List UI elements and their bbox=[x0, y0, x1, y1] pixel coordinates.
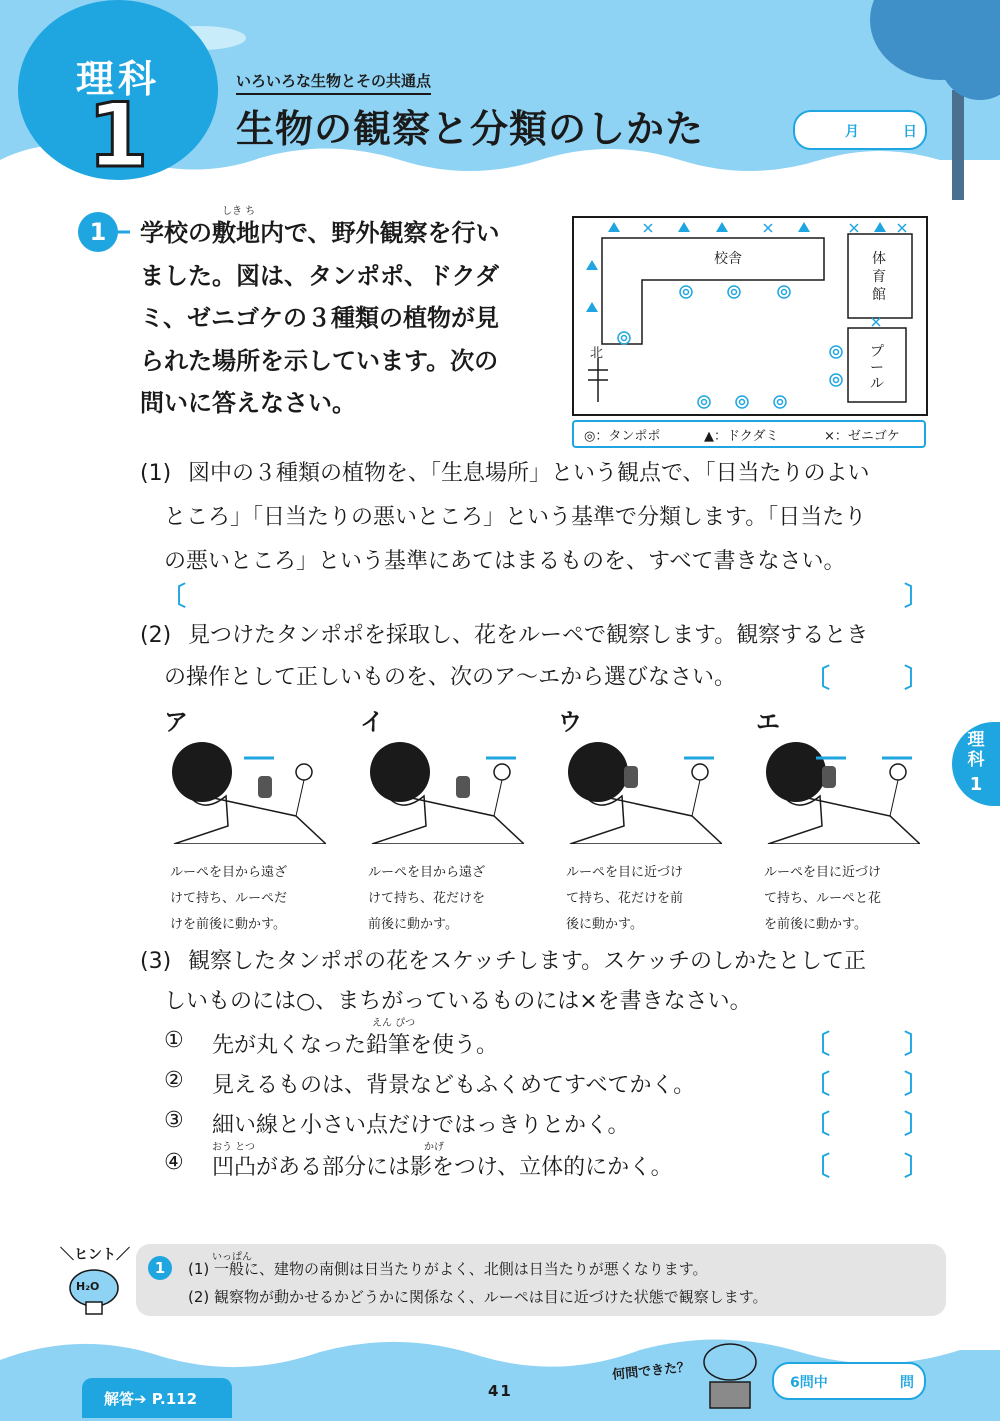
answer-bracket-open: 〔 bbox=[804, 1070, 831, 1100]
option-label-e: エ bbox=[756, 708, 780, 736]
arrow-icon bbox=[116, 226, 132, 238]
item-number: ① bbox=[164, 1028, 184, 1053]
item2-answer-field[interactable] bbox=[834, 1066, 904, 1096]
score-total: 6問中 bbox=[790, 1375, 828, 1391]
date-month: 月 bbox=[845, 124, 859, 140]
answer-bracket-close: 〕 bbox=[904, 1152, 931, 1182]
caption-line: て持ち、花だけを前 bbox=[566, 891, 684, 906]
question-line: ミ、ゼニゴケの３種類の植物が見 bbox=[140, 304, 500, 332]
question-line: ました。図は、タンポポ、ドクダ bbox=[140, 261, 500, 290]
caption-line: て持ち、ルーペと花 bbox=[764, 891, 882, 906]
legend-zenigoke: ×：ゼニゴケ bbox=[824, 429, 900, 444]
page-number: 41 bbox=[488, 1382, 513, 1400]
map-north-label: 北 bbox=[590, 346, 604, 361]
how-many-label: 何問できた？ bbox=[611, 1359, 691, 1384]
item4-answer-field[interactable] bbox=[834, 1148, 904, 1178]
sub3-line: 観察したタンポポの花をスケッチします。スケッチのしかたとして正 bbox=[188, 949, 867, 974]
option-label-u: ウ bbox=[558, 708, 582, 736]
page-subtitle: いろいろな生物とその共通点 bbox=[236, 70, 431, 95]
answer-bracket-close: 〕 bbox=[904, 1070, 931, 1100]
question-line: 問いに答えなさい。 bbox=[140, 389, 356, 417]
legend-tanpopo: ◎：タンポポ bbox=[584, 429, 661, 444]
map-pool-label: プール bbox=[870, 344, 884, 392]
caption-line: を前後に動かす。 bbox=[764, 917, 867, 932]
answer-bracket-open: 〔 bbox=[804, 1152, 831, 1182]
answer-bracket-close: 〕 bbox=[904, 1110, 931, 1140]
caption-line: けを前後に動かす。 bbox=[170, 917, 286, 932]
item3-answer-field[interactable] bbox=[834, 1106, 904, 1136]
question-line: 学校の敷地内で、野外観察を行い bbox=[140, 219, 500, 247]
answer-bracket-open: 〔 bbox=[804, 1110, 831, 1140]
option-caption-u bbox=[566, 860, 716, 938]
side-tab-subject: 理科 bbox=[967, 730, 985, 770]
person-loupe-u-illustration bbox=[562, 736, 722, 844]
caption-line: ルーペを目から遠ざ bbox=[368, 865, 486, 880]
ruby-shikichi: しき ち bbox=[222, 206, 256, 217]
option-caption-e bbox=[764, 860, 914, 938]
answer-link-label: 解答➔ P.112 bbox=[104, 1390, 198, 1408]
sub2-answer-field[interactable] bbox=[834, 660, 904, 690]
answer-bracket-open: 〔 bbox=[804, 1030, 831, 1060]
ruby-ippan: いっぱん bbox=[212, 1252, 252, 1263]
person-loupe-a-illustration bbox=[166, 736, 326, 844]
caption-line: けて持ち、ルーペだ bbox=[170, 891, 288, 906]
legend-dokudami: ▲：ドクダミ bbox=[704, 429, 779, 444]
question-text bbox=[140, 212, 550, 425]
item1-answer-field[interactable] bbox=[834, 1026, 904, 1056]
question-number: 1 bbox=[78, 212, 118, 252]
answer-bracket-close: 〕 bbox=[904, 1030, 931, 1060]
map-legend bbox=[572, 420, 926, 448]
date-box[interactable] bbox=[793, 110, 927, 150]
caption-line: 前後に動かす。 bbox=[368, 917, 458, 932]
option-label-i: イ bbox=[360, 708, 384, 736]
answer-bracket-close: 〕 bbox=[904, 664, 931, 694]
sub1-line: ところ」「日当たりの悪いところ」という基準で分類します。「日当たり bbox=[164, 505, 867, 530]
side-tab-number: 1 bbox=[969, 774, 983, 795]
item-text: 見えるものは、背景などもふくめてすべてかく。 bbox=[212, 1073, 696, 1098]
answer-bracket-close: 〕 bbox=[904, 582, 931, 612]
option-caption-i bbox=[368, 860, 518, 938]
option-label-a: ア bbox=[164, 708, 188, 736]
score-unit: 問 bbox=[900, 1375, 914, 1391]
mascot-stump-icon bbox=[694, 1340, 764, 1410]
map-gym-label: 体育館 bbox=[872, 251, 886, 303]
caption-line: けて持ち、花だけを bbox=[368, 891, 486, 906]
ruby-enpitsu: えん ぴつ bbox=[372, 1018, 416, 1029]
hint-line: (1) 一般に、建物の南側は日当たりがよく、北側は日当たりが悪くなります。 bbox=[188, 1260, 708, 1278]
hint-line: (2) 観察物が動かせるかどうかに関係なく、ルーペは目に近づけた状態で観察します。 bbox=[188, 1288, 768, 1306]
item-number: ③ bbox=[164, 1108, 184, 1133]
item-text: 凹凸がある部分には影をつけ、立体的にかく。 bbox=[212, 1155, 673, 1180]
page-title: 生物の観察と分類のしかた bbox=[236, 107, 705, 151]
sub3-label: (3) bbox=[140, 949, 172, 974]
sub2-line: の操作として正しいものを、次のア〜エから選びなさい。 bbox=[164, 665, 737, 690]
side-tab bbox=[952, 722, 1000, 806]
sub1-line: の悪いところ」という基準にあてはまるものを、すべて書きなさい。 bbox=[164, 549, 846, 574]
answer-bracket-open: 〔 bbox=[160, 582, 187, 612]
caption-line: ルーペを目に近づけ bbox=[764, 865, 882, 880]
map-building-label: 校舎 bbox=[714, 251, 742, 267]
sub3-line: しいものには○、まちがっているものには×を書きなさい。 bbox=[164, 989, 752, 1014]
option-caption-a bbox=[170, 860, 320, 938]
answer-link[interactable] bbox=[82, 1378, 232, 1418]
item-text: 先が丸くなった鉛筆を使う。 bbox=[212, 1033, 499, 1058]
item-number: ④ bbox=[164, 1150, 184, 1175]
mascot-text: H₂O bbox=[76, 1280, 100, 1293]
unit-badge bbox=[18, 0, 218, 187]
sub1-label: (1) bbox=[140, 461, 172, 486]
person-loupe-e-illustration bbox=[760, 736, 920, 844]
caption-line: ルーペを目から遠ざ bbox=[170, 865, 288, 880]
question-line: られた場所を示しています。次の bbox=[140, 346, 499, 375]
hint-label: ＼ヒント／ bbox=[60, 1247, 130, 1263]
item-number: ② bbox=[164, 1068, 184, 1093]
sub2-line: 見つけたタンポポを採取し、花をルーペで観察します。観察するとき bbox=[188, 623, 869, 648]
sub2-label: (2) bbox=[140, 623, 172, 648]
answer-bracket-open: 〔 bbox=[804, 664, 831, 694]
tree-icon bbox=[860, 0, 1000, 200]
caption-line: 後に動かす。 bbox=[566, 917, 643, 932]
caption-line: ルーペを目に近づけ bbox=[566, 865, 684, 880]
person-loupe-i-illustration bbox=[364, 736, 524, 844]
sub1-line: 図中の３種類の植物を、「生息場所」という観点で、「日当たりのよい bbox=[188, 461, 870, 486]
subject-label: 理科 bbox=[75, 57, 160, 101]
date-day: 日 bbox=[903, 124, 917, 140]
sub1-answer-field[interactable] bbox=[200, 578, 900, 608]
hint-number: 1 bbox=[148, 1256, 172, 1280]
ruby-kage: かげ bbox=[424, 1142, 444, 1153]
school-map bbox=[572, 216, 928, 416]
unit-number: 1 bbox=[87, 84, 149, 187]
item-text: 細い線と小さい点だけではっきりとかく。 bbox=[212, 1113, 630, 1138]
score-box[interactable] bbox=[772, 1362, 926, 1400]
ruby-outotsu: おう とつ bbox=[212, 1142, 255, 1153]
